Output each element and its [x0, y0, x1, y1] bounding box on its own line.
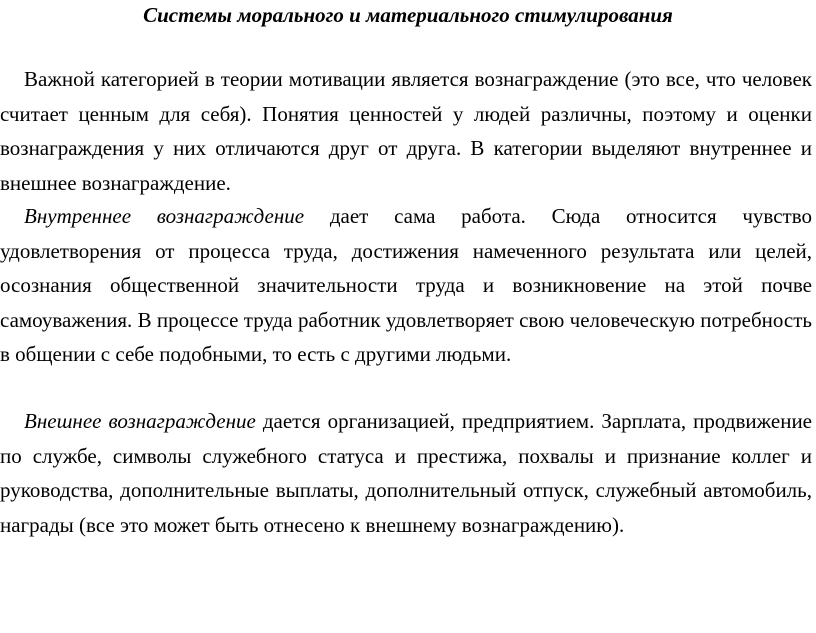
paragraph-reward-intro-text: Важной категорией в теории мотивации является вознаграждение (это все, что человек считает ценным для себя). Понятия ценностей у людей различны, поэтому и оценки вознаграждения у них отличаются друг от друга. В категории выделяют внутреннее и внешнее вознаграждение. — [0, 67, 812, 195]
paragraph-reward-intro — [0, 62, 812, 200]
paragraph-internal-reward — [0, 199, 812, 372]
internal-reward-term: Внутреннее вознаграждение — [24, 204, 305, 228]
paragraph-external-reward — [0, 404, 812, 542]
internal-reward-text: дает сама работа. Сюда относится чувство удовлетворения от процесса труда, достижения намеченного результата или целей, осознания общественной значительности труда и возникновение на этой почве самоуважения. В процессе труда работник удовлетворяет свою человеческую потребность в общении с себе подобными, то есть с другими людьми. — [0, 204, 812, 366]
external-reward-text: дается организацией, предприятием. Зарплата, продвижение по службе, символы служебного статуса и престижа, похвалы и признание коллег и руководства, дополнительные выплаты, дополнительный отпуск, служебный автомобиль, награды (все это может быть отнесено к внешнему вознаграждению). — [0, 409, 813, 537]
external-reward-term: Внешнее вознаграждение — [24, 409, 256, 433]
document-title: Системы морального и материального стимулирования — [143, 3, 673, 27]
